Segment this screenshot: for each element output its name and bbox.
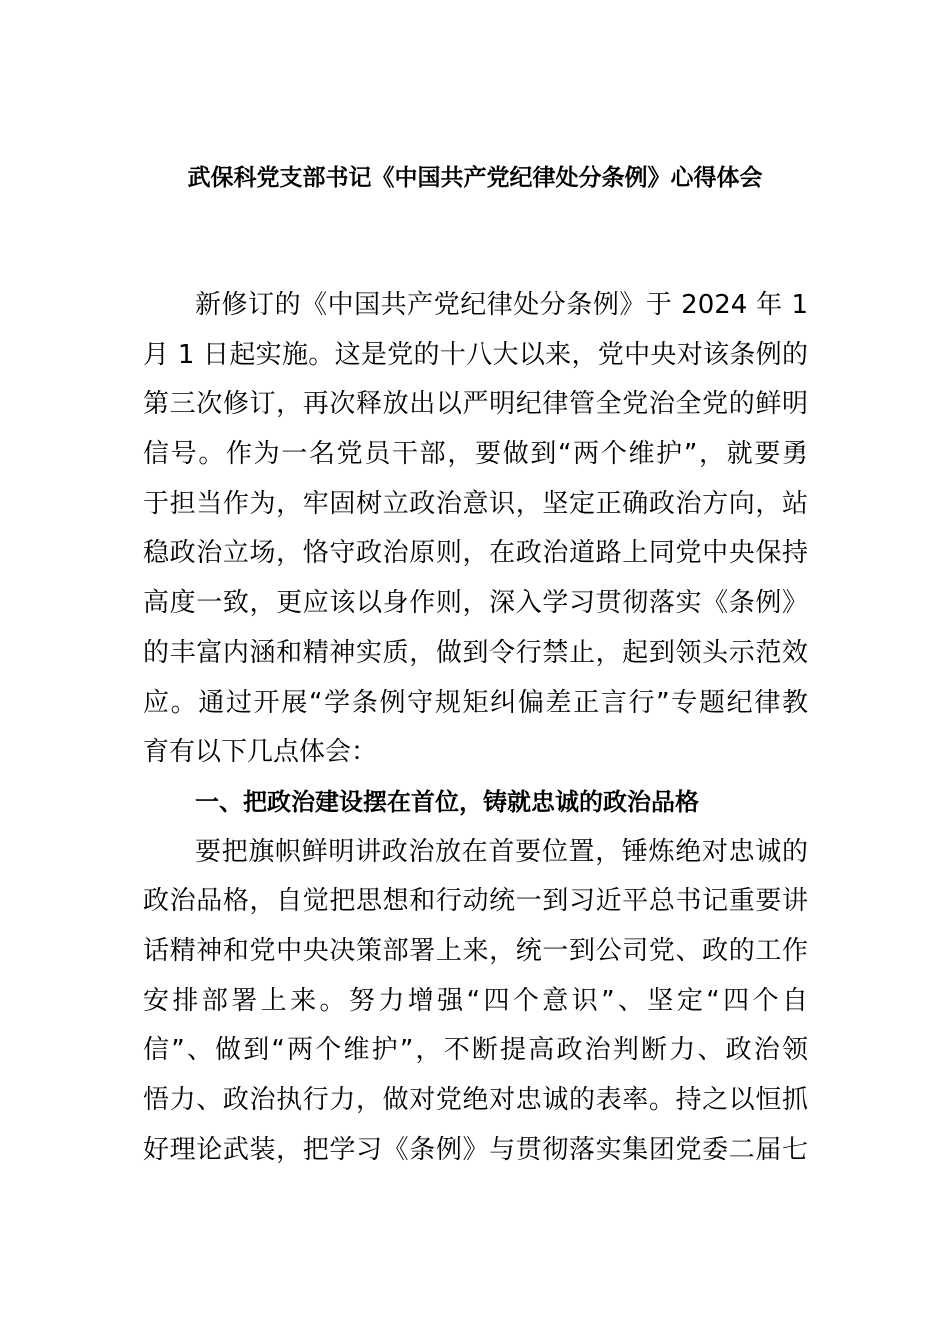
section-heading: 一、把政治建设摆在首位，铸就忠诚的政治品格 bbox=[195, 787, 699, 816]
paragraph-line: 好理论武装，把学习《条例》与贯彻落实集团党委二届七 bbox=[143, 1134, 808, 1165]
paragraph-line: 悟力、政治执行力，做对党绝对忠诚的表率。持之以恒抓 bbox=[143, 1085, 808, 1115]
paragraph-line: 育有以下几点体会： bbox=[143, 737, 378, 768]
paragraph-line: 的丰富内涵和精神实质，做到令行禁止，起到领头示范效 bbox=[143, 637, 808, 668]
paragraph-line: 信号。作为一名党员干部，要做到“两个维护”，就要勇 bbox=[143, 439, 808, 470]
paragraph-line: 要把旗帜鲜明讲政治放在首要位置，锤炼绝对忠诚的 bbox=[195, 836, 808, 867]
paragraph-line: 应。通过开展“学条例守规矩纠偏差正言行”专题纪律教 bbox=[143, 687, 808, 718]
paragraph-line: 话精神和党中央决策部署上来，统一到公司党、政的工作 bbox=[143, 935, 808, 966]
paragraph-line: 第三次修订，再次释放出以严明纪律管全党治全党的鲜明 bbox=[143, 389, 808, 420]
paragraph-line: 月 1 日起实施。这是党的十八大以来，党中央对该条例的 bbox=[143, 339, 808, 370]
paragraph-line: 高度一致，更应该以身作则，深入学习贯彻落实《条例》 bbox=[143, 588, 808, 619]
document-body bbox=[143, 281, 808, 1175]
paragraph-line: 安排部署上来。努力增强“四个意识”、坚定“四个自 bbox=[143, 985, 808, 1016]
paragraph-line: 于担当作为，牢固树立政治意识，坚定正确政治方向，站 bbox=[143, 488, 808, 519]
document-title: 武保科党支部书记《中国共产党纪律处分条例》心得体会 bbox=[187, 165, 763, 191]
paragraph-line: 新修订的《中国共产党纪律处分条例》于 2024 年 1 bbox=[195, 290, 808, 320]
paragraph-line: 信”、做到“两个维护”，不断提高政治判断力、政治领 bbox=[143, 1035, 808, 1066]
paragraph-line: 稳政治立场，恪守政治原则，在政治道路上同党中央保持 bbox=[143, 538, 808, 569]
paragraph-line: 政治品格，自觉把思想和行动统一到习近平总书记重要讲 bbox=[143, 886, 808, 917]
